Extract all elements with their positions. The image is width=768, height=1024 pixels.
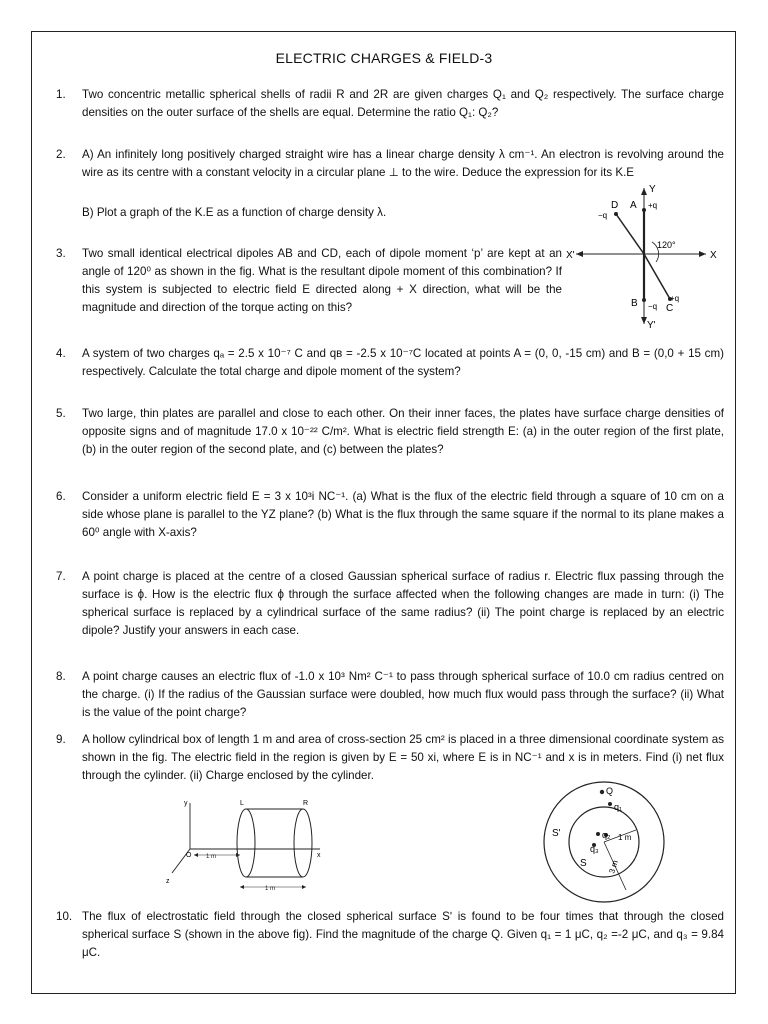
question-text: A point charge causes an electric flux of -1.0 x 10³ Nm² C⁻¹ to pass through spherical surface of 10.0 cm radius centred on the charge. (i) If the radius of the Gaussian surface were doubled, how much flux would pass through the surface? (ii) What is the value of the point charge?	[82, 670, 724, 719]
question-text: A point charge is placed at the centre of a closed Gaussian spherical surface of radius r. Electric flux passing through the surface is ϕ. How is the electric flux ϕ through the surface affected when the following changes are made in turn: (i) The spherical surface is replaced by a cylindrical surface of the same radius? (ii) The point charge is replaced by an electric dipole? Justify your answers in each case.	[82, 570, 724, 637]
question-7	[56, 568, 724, 646]
question-text: Two concentric metallic spherical shells of radii R and 2R are given charges Q₁ and Q₂ respectively. The surface charge densities on the outer surface of the shells are equal. Determine the ratio Q₁: Q₂?	[82, 88, 724, 119]
label-c: C	[666, 303, 674, 314]
label-radius-3m: 3 m	[607, 859, 621, 875]
question-5	[56, 405, 724, 463]
question-number: 6.	[56, 490, 66, 503]
question-number: 5.	[56, 407, 66, 420]
dipole-cd-line	[616, 214, 644, 254]
question-number: 8.	[56, 670, 66, 683]
label-a: A	[630, 200, 637, 211]
question-4	[56, 345, 724, 383]
label-q1: q₁	[614, 802, 623, 812]
spheres-figure	[540, 778, 670, 908]
face-r-label: R	[303, 800, 309, 807]
question-number: 4.	[56, 347, 66, 360]
label-q3: q₃	[590, 844, 599, 854]
label-d-charge: −q	[598, 211, 608, 220]
label-y: Y	[649, 184, 656, 195]
label-x-neg: X'	[566, 250, 575, 261]
question-text: Two large, thin plates are parallel and close to each other. On their inner faces, the plates have surface charge densities of opposite signs and of magnitude 17.0 x 10⁻²² C/m². What is electric field strength E: (a) in the outer region of the first plate, (b) in the outer region of the second plate, and (c) between the plates?	[82, 407, 724, 456]
label-s: S	[580, 858, 587, 869]
label-b: B	[631, 298, 638, 309]
label-s-prime: S'	[552, 828, 561, 839]
question-10	[56, 908, 724, 966]
question-text: A) An infinitely long positively charged straight wire has a linear charge density λ cm⁻¹. An electron is revolving around the wire as its centre with a constant velocity in a circular plane ⊥ to the wire. Deduce the expression for its K.E	[82, 148, 724, 179]
dipole-figure	[566, 182, 726, 330]
dimension-length-label: 1 m	[265, 886, 276, 892]
page-title: ELECTRIC CHARGES & FIELD-3	[275, 50, 493, 66]
question-number: 10.	[56, 910, 73, 923]
cylinder-figure	[160, 795, 330, 895]
axis-z-label: z	[166, 878, 170, 885]
question-text: A hollow cylindrical box of length 1 m and area of cross-section 25 cm² is placed in a three dimensional coordinate system as shown in the fig. The electric field in the region is given by E = 50 xi, where E is in NC⁻¹ and x is in meters. Find (i) net flux through the cylinder. (ii) Charge enclosed by the cylinder.	[82, 733, 724, 782]
label-b-charge: −q	[648, 302, 658, 311]
question-text: Consider a uniform electric field E = 3 x 10³i NC⁻¹. (a) What is the flux of the electric field through a square of 10 cm on a side whose plane is parallel to the YZ plane? (b) What is the flux through the same square if the normal to its plane makes a 60⁰ angle with X-axis?	[82, 490, 724, 539]
question-number: 1.	[56, 88, 66, 101]
question-number: 9.	[56, 733, 66, 746]
question-1	[56, 86, 724, 124]
axis-x-label: x	[317, 852, 321, 859]
label-q: Q	[606, 786, 614, 796]
label-angle: 120°	[657, 240, 676, 250]
face-l-label: L	[240, 800, 244, 807]
label-c-charge: +q	[670, 294, 680, 303]
origin-label: O	[186, 852, 192, 859]
dimension-left-label: 1 m	[206, 854, 217, 860]
question-number: 7.	[56, 570, 66, 583]
label-y-neg: Y'	[647, 320, 656, 330]
label-q2: q₂	[602, 830, 611, 840]
question-text: The flux of electrostatic field through the closed spherical surface Sʹ is found to be four times that through the closed spherical surface S (shown in the above fig). Find the magnitude of the charge Q. Given q₁ = 1 μC, q₂ =-2 μC, and q₃ = 9.84 μC.	[82, 910, 724, 959]
question-text: A system of two charges qₐ = 2.5 x 10⁻⁷ C and qʙ = -2.5 x 10⁻⁷C located at points A = (0, 0, -15 cm) and B = (0,0 + 15 cm) respectively. Calculate the total charge and dipole moment of the system?	[82, 347, 724, 378]
label-d: D	[611, 200, 619, 211]
question-6	[56, 488, 724, 546]
question-text: Two small identical electrical dipoles AB and CD, each of dipole moment ‘p’ are kept at an angle of 120⁰ as shown in the fig. What is the resultant dipole moment of this combination? If this system is subjected to electric field E directed along + X direction, what will be the magnitude and direction of the torque acting on this?	[82, 247, 562, 314]
label-a-charge: +q	[648, 201, 658, 210]
label-x: X	[710, 250, 717, 261]
axis-y-label: y	[184, 800, 188, 807]
question-number: 3.	[56, 247, 66, 260]
question-number: 2.	[56, 148, 66, 161]
label-radius-1m: 1 m	[618, 833, 632, 842]
question-3	[56, 245, 576, 325]
question-subpart: B) Plot a graph of the K.E as a function of charge density λ.	[82, 206, 387, 219]
question-8	[56, 668, 724, 726]
